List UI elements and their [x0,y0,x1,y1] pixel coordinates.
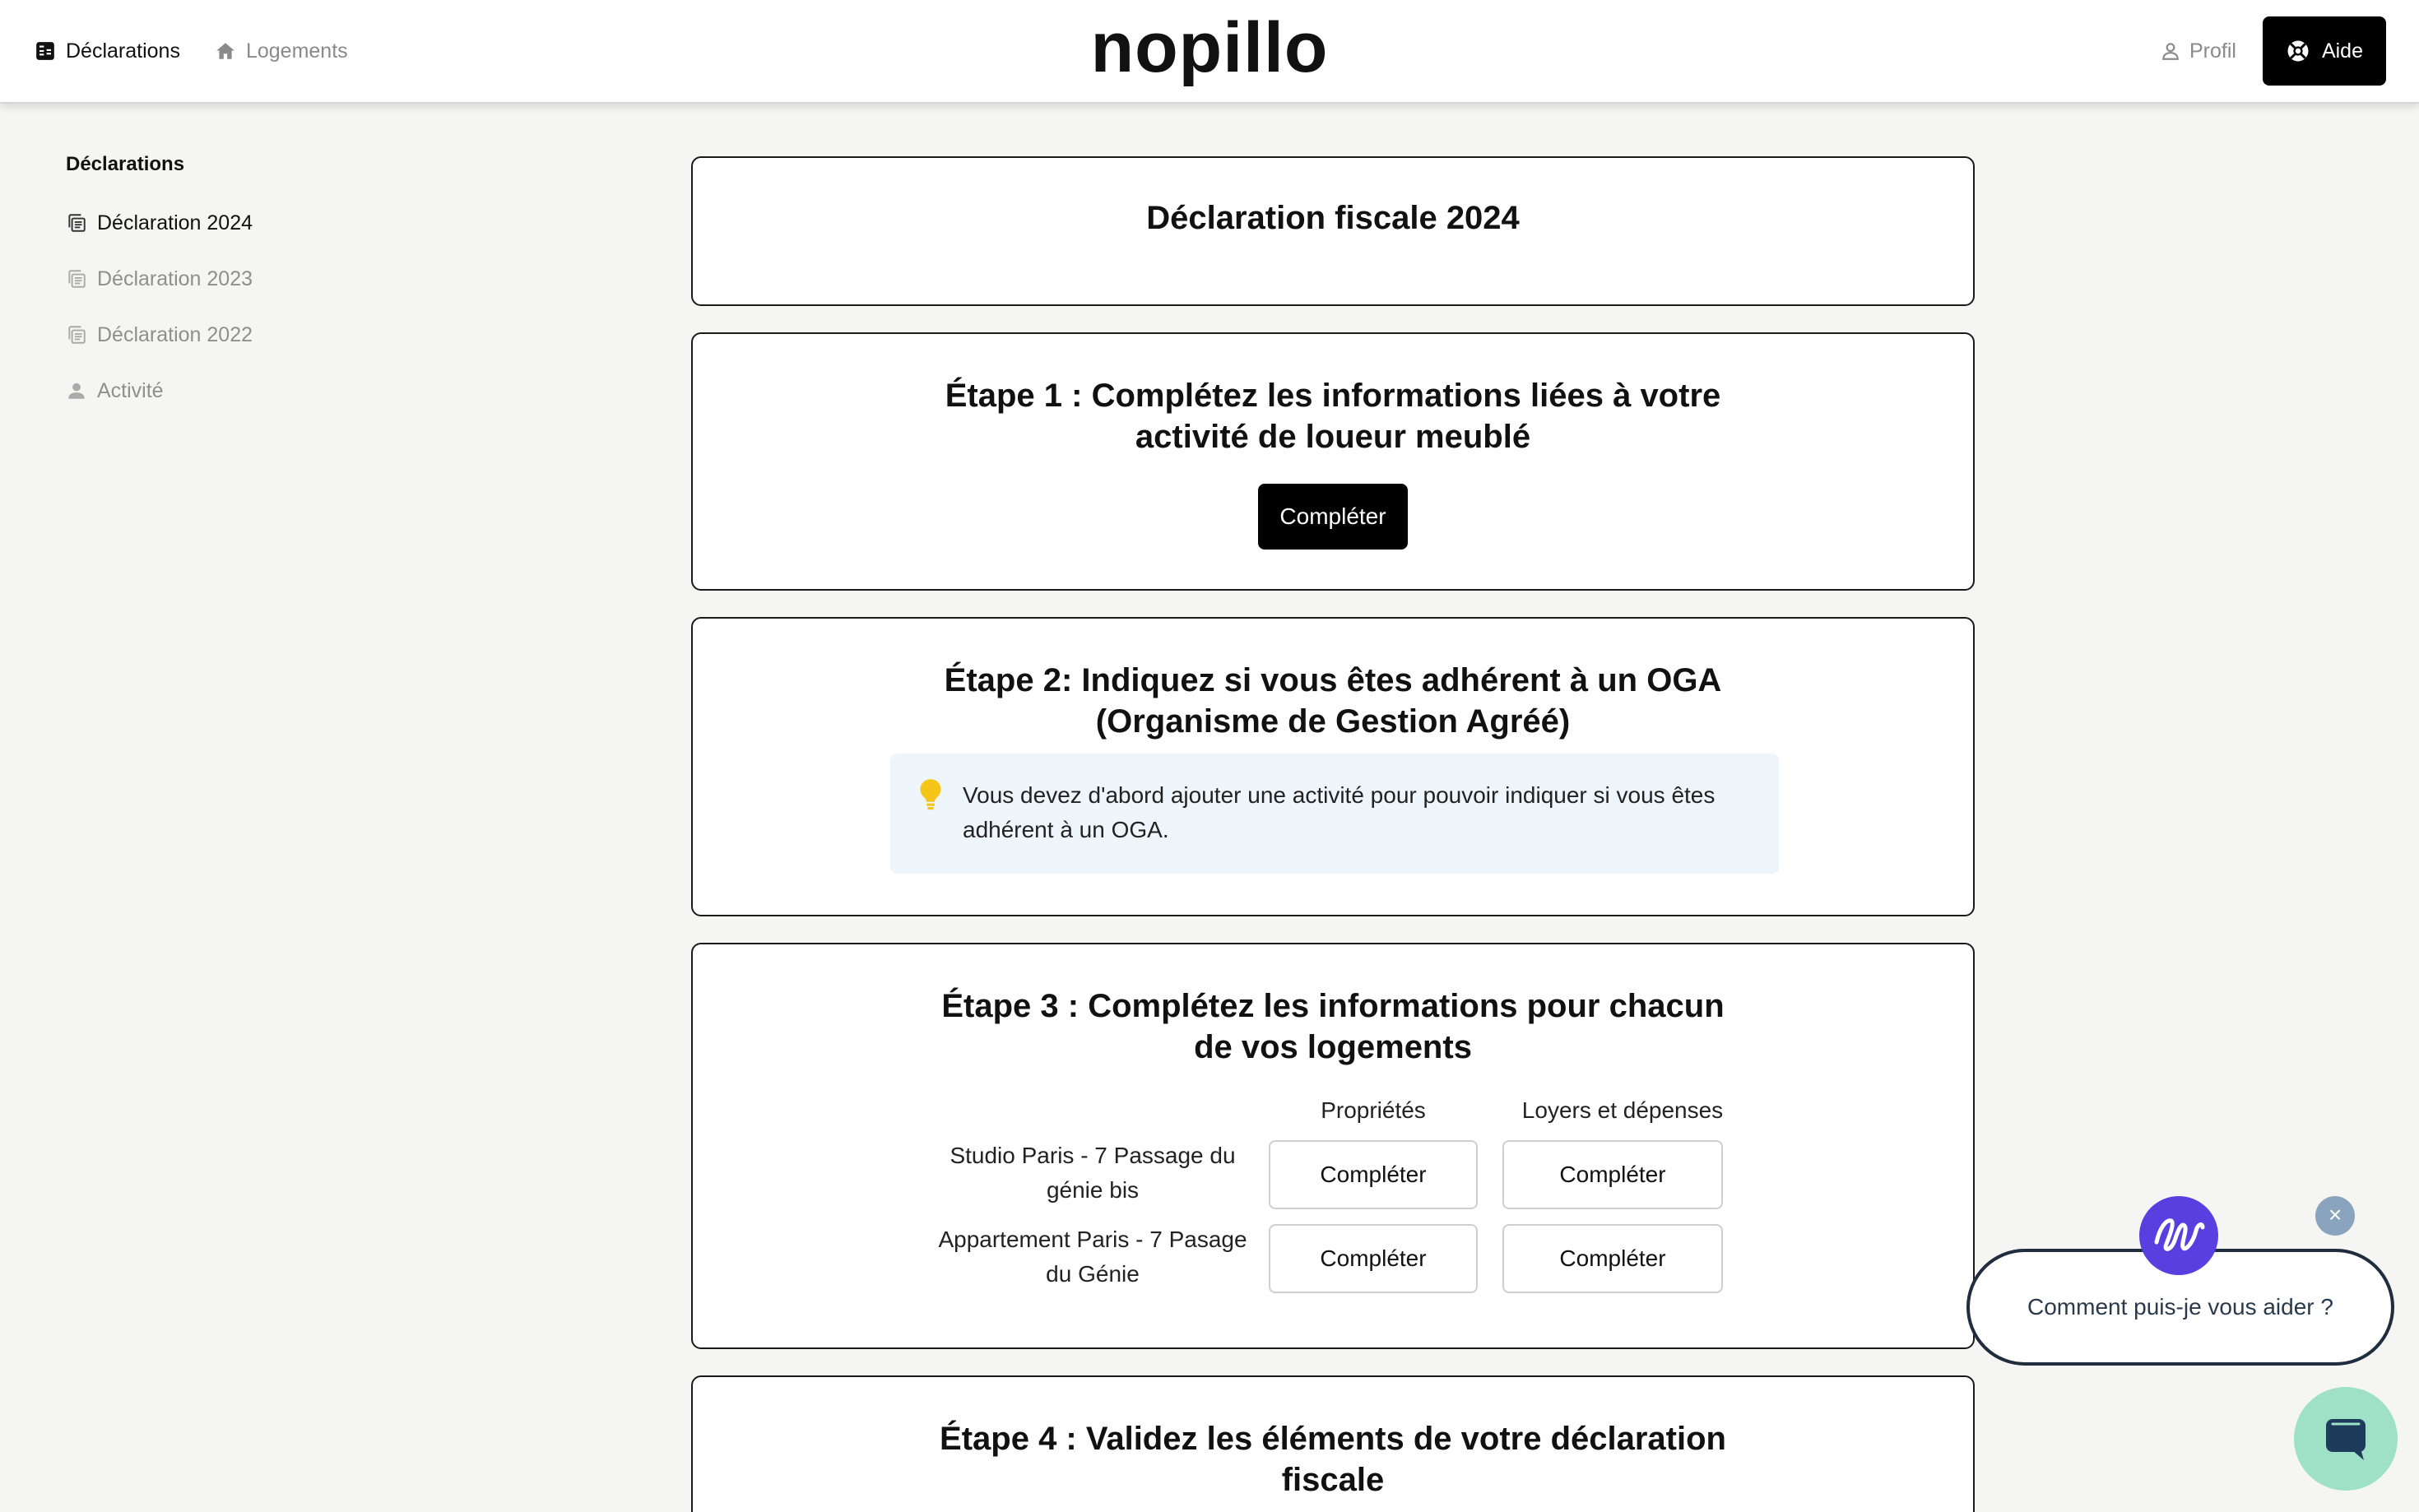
property-complete-button[interactable]: Compléter [1269,1224,1478,1293]
secondary-nav [2160,0,2386,102]
chat-prompt-text: Comment puis-je vous aider ? [2027,1294,2333,1320]
column-header-proprietes: Propriétés [1321,1097,1426,1123]
step-1-card [691,332,1975,591]
document-stack-icon [66,324,87,346]
user-icon [2160,40,2181,62]
chat-assistant-avatar [2139,1196,2218,1275]
step-4-card [691,1375,1975,1512]
sidebar-item-label: Déclaration 2022 [97,322,253,346]
property-name: Studio Paris - 7 Passage du génie bis [949,1143,1236,1203]
brand-logo[interactable]: nopillo [1090,8,1329,87]
sidebar-item-activite[interactable] [66,354,559,428]
step-1-complete-button[interactable]: Compléter [1258,484,1407,550]
rent-expenses-complete-button[interactable]: Compléter [1502,1140,1723,1209]
declaration-title-card [691,156,1975,306]
document-stack-icon [66,268,87,290]
nav-logements-label: Logements [245,39,348,63]
help-label: Aide [2321,39,2363,63]
sidebar-title: Déclarations [66,153,185,175]
property-complete-button[interactable]: Compléter [1269,1140,1478,1209]
lifebuoy-icon [2286,39,2310,63]
profile-link[interactable] [2160,39,2236,63]
user-icon [66,380,87,401]
step-3-title: Étape 3 : Complétez les informations pour chacun de vos logements [941,988,1725,1065]
step-1-title: Étape 1 : Complétez les informations liées à votre activité de loueur meublé [945,378,1721,455]
top-navigation-bar [0,0,2419,104]
chat-launcher-button[interactable] [2294,1387,2398,1491]
step-2-card [691,617,1975,916]
chat-icon [2319,1412,2372,1465]
step-2-title: Étape 2: Indiquez si vous êtes adhérent à un OGA (Organisme de Gestion Agréé) [944,662,1722,740]
chat-close-button[interactable]: × [2315,1196,2355,1236]
sidebar-item-label: Activité [97,378,164,402]
column-header-loyers-depenses: Loyers et dépenses [1521,1097,1724,1123]
profile-label: Profil [2189,39,2236,63]
step-3-card [691,943,1975,1349]
info-callout-text: Vous devez d'abord ajouter une activité pour pouvoir indiquer si vous êtes adhérent à un OGA. [963,782,1716,842]
sidebar [66,153,559,428]
sidebar-item-label: Déclaration 2024 [97,211,253,234]
step-4-title: Étape 4 : Validez les éléments de votre déclaration fiscale [940,1421,1726,1498]
lightbulb-icon [918,778,943,811]
sidebar-item-label: Déclaration 2023 [97,267,253,290]
property-name: Appartement Paris - 7 Pasage du Génie [938,1227,1247,1287]
help-button[interactable] [2263,16,2386,86]
nav-declarations-label: Déclarations [66,39,180,63]
info-callout [890,754,1779,874]
document-stack-icon [66,212,87,234]
rent-expenses-complete-button[interactable]: Compléter [1502,1224,1723,1293]
assistant-logo-icon [2150,1211,2208,1260]
page-title: Déclaration fiscale 2024 [1146,200,1520,236]
